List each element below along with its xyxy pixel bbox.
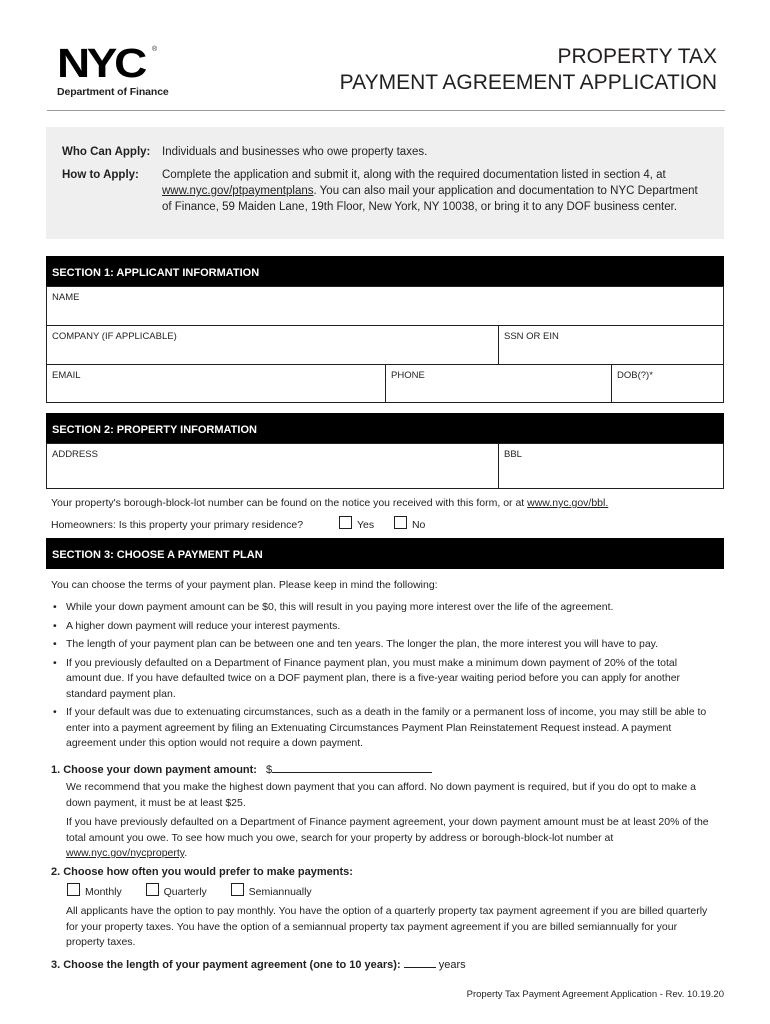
- bbl-field[interactable]: [499, 444, 723, 488]
- nyc-logo: [57, 40, 187, 98]
- currency-symbol: $: [266, 764, 273, 776]
- who-label: Who Can Apply:: [62, 146, 151, 158]
- name-label: NAME: [52, 292, 80, 303]
- intro-box: [46, 127, 724, 239]
- payment-plan-notes: [52, 600, 712, 755]
- years-label: years: [438, 959, 466, 971]
- q1-default-text: If you have previously defaulted on a Department of Finance payment agreement, your down payment amount must be at least 20% of the total amount you owe. To see how much you owe, search for your property by address or borough-block-lot number at: [66, 816, 709, 844]
- list-item: • If your default was due to extenuating circumstances, such as a death in the family or a permanent loss of income, you may still be able to enter into a payment agreement by filing an Extenuating Circumstances Payment Plan Reinstatement Request instead. A payment agreement under this option would not require a down payment.: [52, 705, 712, 752]
- document-title: [340, 44, 717, 96]
- agreement-length-input[interactable]: [404, 956, 436, 968]
- company-field[interactable]: [47, 326, 499, 365]
- title-line-1: PROPERTY TAX: [557, 45, 717, 68]
- email-label: EMAIL: [52, 370, 81, 381]
- monthly-checkbox[interactable]: [67, 883, 80, 896]
- page-header: [57, 40, 725, 108]
- how-text-part-1: Complete the application and submit it, along with the required documentation listed in section 4, at: [162, 169, 666, 181]
- bbl-note-text: Your property's borough-block-lot number can be found on the notice you received with this form, or at: [51, 497, 528, 509]
- payment-plans-link[interactable]: www.nyc.gov/ptpaymentplans: [162, 185, 314, 197]
- dob-label: DOB(?)*: [617, 370, 653, 381]
- phone-label: PHONE: [391, 370, 425, 381]
- how-text: [162, 167, 702, 215]
- q1-recommendation: We recommend that you make the highest down payment that you can afford. No down payment is required, but if you do opt to make a down payment, it must be at least $25.: [66, 781, 696, 809]
- q3-label: 3. Choose the length of your payment agreement (one to 10 years):: [51, 959, 401, 971]
- q2-note: All applicants have the option to pay monthly. You have the option of a quarterly property tax payment agreement if you are billed quarterly for your property taxes. You have the option of a semiannual property tax payment agreement if you are billed semiannually for your property taxes.: [66, 905, 708, 948]
- quarterly-label: Quarterly: [163, 886, 207, 898]
- department-name: Department of Finance: [57, 86, 169, 98]
- email-field[interactable]: [47, 365, 386, 402]
- company-label: COMPANY (IF APPLICABLE): [52, 331, 177, 342]
- list-item: • A higher down payment will reduce your interest payments.: [52, 619, 712, 635]
- who-text: Individuals and businesses who owe property taxes.: [162, 146, 428, 158]
- yes-label: Yes: [356, 519, 375, 531]
- primary-residence-question: [51, 516, 425, 534]
- payment-frequency-options: [67, 883, 312, 901]
- section-3-header: SECTION 3: CHOOSE A PAYMENT PLAN: [46, 538, 724, 569]
- how-label: How to Apply:: [62, 169, 139, 181]
- monthly-label: Monthly: [85, 886, 122, 898]
- no-checkbox[interactable]: [394, 516, 407, 529]
- bbl-link[interactable]: www.nyc.gov/bbl.: [527, 497, 609, 509]
- footer-revision: Property Tax Payment Agreement Application - Rev. 10.19.20: [466, 989, 724, 1000]
- who-can-apply: [62, 144, 724, 160]
- applicant-info-form: [46, 286, 724, 403]
- nycproperty-link[interactable]: www.nyc.gov/nycproperty: [66, 847, 185, 859]
- residence-question-text: Homeowners: Is this property your primary residence?: [51, 519, 304, 531]
- semiannually-checkbox[interactable]: [231, 883, 244, 896]
- question-1: [51, 761, 432, 776]
- name-field[interactable]: [47, 287, 723, 326]
- bbl-note: [51, 496, 608, 512]
- ssn-field[interactable]: [499, 326, 723, 365]
- section-1-header: SECTION 1: APPLICANT INFORMATION: [46, 256, 724, 287]
- how-to-apply: [62, 167, 724, 215]
- down-payment-input[interactable]: [272, 761, 432, 773]
- question-2: 2. Choose how often you would prefer to make payments:: [51, 866, 353, 878]
- quarterly-checkbox[interactable]: [146, 883, 159, 896]
- list-item: • If you previously defaulted on a Department of Finance payment plan, you must make a minimum down payment of 20% of the total amount due. If you have defaulted twice on a DOF payment plan, there is a five-year waiting period before you can apply for another standard payment plan.: [52, 656, 712, 703]
- phone-field[interactable]: [386, 365, 612, 402]
- ssn-label: SSN OR EIN: [504, 331, 559, 342]
- section-2-header: SECTION 2: PROPERTY INFORMATION: [46, 413, 724, 444]
- dob-field[interactable]: [612, 365, 723, 402]
- q1-default-end: .: [184, 847, 188, 859]
- address-field[interactable]: [47, 444, 499, 488]
- title-line-2: PAYMENT AGREEMENT APPLICATION: [339, 71, 717, 94]
- list-item: • While your down payment amount can be $0, this will result in you paying more interest over the life of the agreement.: [52, 600, 712, 616]
- yes-checkbox[interactable]: [339, 516, 352, 529]
- address-label: ADDRESS: [52, 449, 98, 460]
- no-label: No: [411, 519, 426, 531]
- bbl-label: BBL: [504, 449, 522, 460]
- logo-mark: NYC: [57, 40, 144, 86]
- semiannually-label: Semiannually: [248, 886, 312, 898]
- how-text-part-2: . You can also mail your application and documentation to NYC Department of Finance, 59 Maiden Lane, 19th Floor, New York, NY 10038, or bring it to any DOF business center.: [162, 185, 698, 213]
- list-item: • The length of your payment plan can be between one and ten years. The longer the plan, the more interest you will have to pay.: [52, 637, 712, 653]
- question-3: [51, 956, 466, 971]
- section-3-intro: You can choose the terms of your payment plan. Please keep in mind the following:: [51, 579, 438, 591]
- header-divider: [47, 110, 725, 111]
- q1-default-note: [66, 815, 716, 862]
- property-info-form: [46, 443, 724, 489]
- registered-mark: ®: [152, 46, 158, 53]
- q1-label: 1. Choose your down payment amount:: [51, 764, 257, 776]
